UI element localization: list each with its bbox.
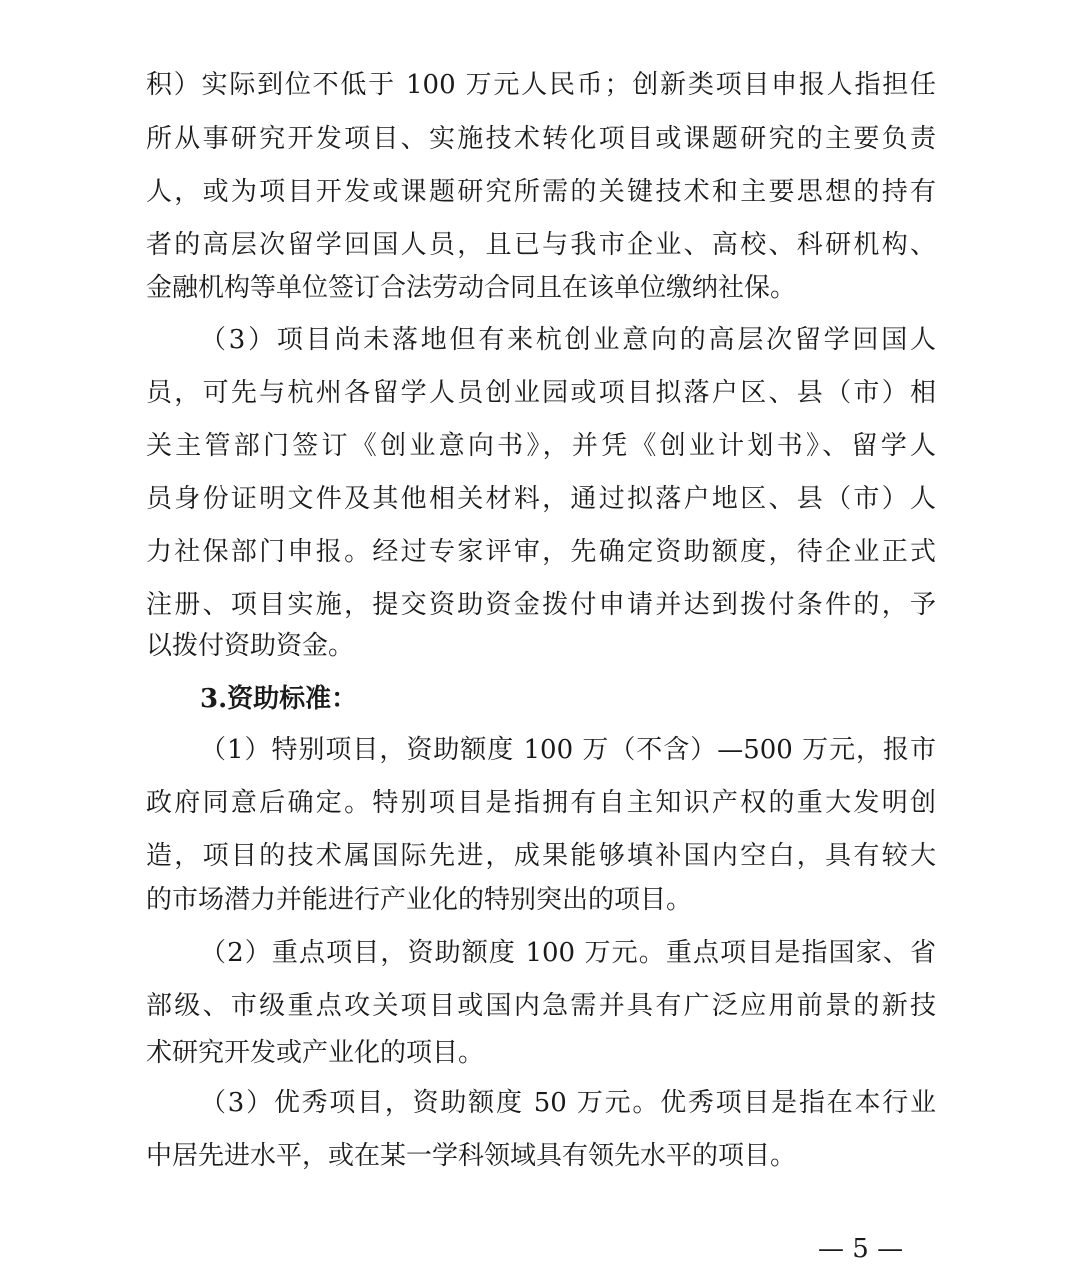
- page-number: — 5 —: [818, 1234, 904, 1264]
- text-line: 的市场潜力并能进行产业化的特别突出的项目。: [146, 885, 693, 915]
- text-line: 部级、市级重点攻关项目或国内急需并具有广泛应用前景的新技: [146, 991, 936, 1021]
- text-line: 人，或为项目开发或课题研究所需的关键技术和主要思想的持有: [146, 177, 936, 207]
- section-heading: 3.资助标准：: [200, 684, 358, 714]
- text-line: 术研究开发或产业化的项目。: [146, 1038, 485, 1068]
- text-line: 员身份证明文件及其他相关材料，通过拟落户地区、县（市）人: [146, 484, 936, 514]
- text-line: 关主管部门签订《创业意向书》，并凭《创业计划书》、留学人: [146, 431, 936, 461]
- text-line: （2）重点项目，资助额度 100 万元。重点项目是指国家、省: [200, 938, 936, 968]
- text-line: （3）项目尚未落地但有来杭创业意向的高层次留学回国人: [200, 325, 936, 355]
- text-line: 力社保部门申报。经过专家评审，先确定资助额度，待企业正式: [146, 537, 936, 567]
- text-line: （1）特别项目，资助额度 100 万（不含）—500 万元，报市: [200, 735, 936, 765]
- text-line: 以拨付资助资金。: [146, 631, 355, 661]
- text-line: 政府同意后确定。特别项目是指拥有自主知识产权的重大发明创: [146, 788, 936, 818]
- text-line: 金融机构等单位签订合法劳动合同且在该单位缴纳社保。: [146, 273, 797, 303]
- text-line: 积）实际到位不低于 100 万元人民币；创新类项目申报人指担任: [146, 70, 936, 100]
- text-line: 者的高层次留学回国人员，且已与我市企业、高校、科研机构、: [146, 230, 936, 260]
- text-line: 员，可先与杭州各留学人员创业园或项目拟落户区、县（市）相: [146, 378, 936, 408]
- text-line: 所从事研究开发项目、实施技术转化项目或课题研究的主要负责: [146, 124, 936, 154]
- text-line: 造，项目的技术属国际先进，成果能够填补国内空白，具有较大: [146, 841, 936, 871]
- text-line: 注册、项目实施，提交资助资金拨付申请并达到拨付条件的，予: [146, 590, 936, 620]
- text-line: （3）优秀项目，资助额度 50 万元。优秀项目是指在本行业: [200, 1088, 936, 1118]
- text-line: 中居先进水平，或在某一学科领域具有领先水平的项目。: [146, 1141, 797, 1171]
